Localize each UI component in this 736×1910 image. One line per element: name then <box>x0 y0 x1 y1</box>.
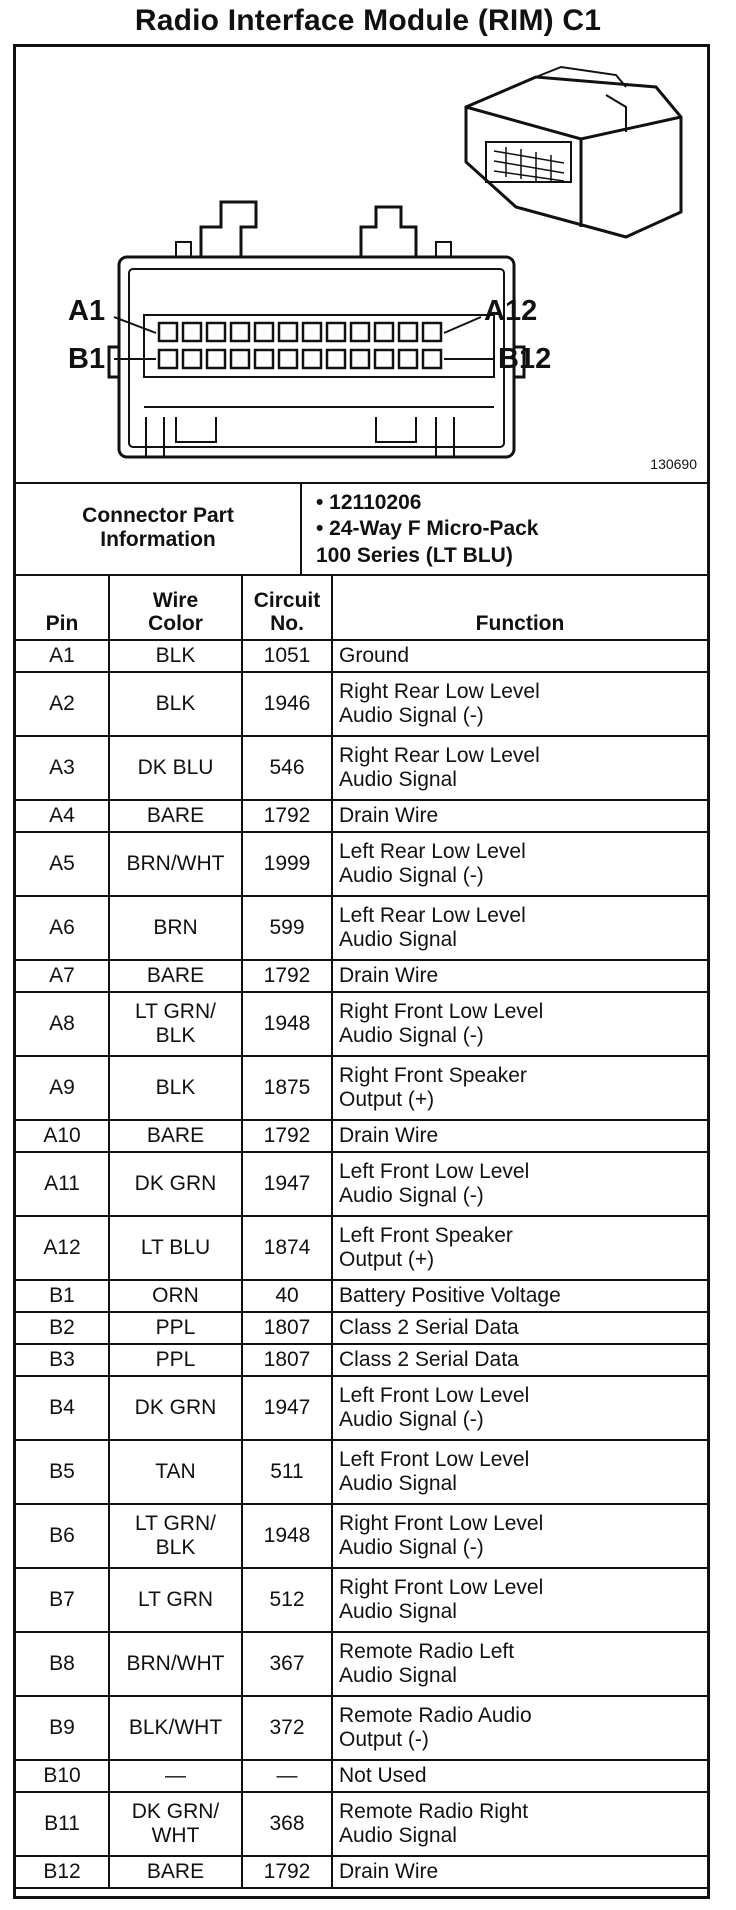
pin-cell: A12 <box>16 1216 109 1280</box>
wire-color-cell: TAN <box>109 1440 242 1504</box>
connector-diagram <box>16 47 707 484</box>
wire-color-cell: BARE <box>109 960 242 992</box>
connector-part-details <box>316 490 538 569</box>
connector-type: • 24-Way F Micro-Pack 100 Series (LT BLU) <box>316 517 539 567</box>
wire-color-cell: ORN <box>109 1280 242 1312</box>
circuit-cell: 512 <box>242 1568 332 1632</box>
table-row <box>16 896 707 960</box>
wire-color-cell: PPL <box>109 1312 242 1344</box>
header-wire-color: Wire Color <box>109 574 242 640</box>
connector-part-label: Connector Part Information <box>16 482 302 574</box>
pin-cell: B5 <box>16 1440 109 1504</box>
table-row <box>16 640 707 672</box>
connector-part-info <box>16 482 707 576</box>
pin-cell: B12 <box>16 1856 109 1888</box>
function-cell: Right Front Speaker Output (+) <box>332 1056 707 1120</box>
table-header-row <box>16 574 707 640</box>
page-title: Radio Interface Module (RIM) C1 <box>134 4 602 37</box>
figure-number: 130690 <box>650 456 697 472</box>
circuit-cell: 1874 <box>242 1216 332 1280</box>
table-row <box>16 1440 707 1504</box>
wire-color-cell: BRN <box>109 896 242 960</box>
function-cell: Battery Positive Voltage <box>332 1280 707 1312</box>
wire-color-cell: DK BLU <box>109 736 242 800</box>
table-row <box>16 1568 707 1632</box>
pin-cell: A4 <box>16 800 109 832</box>
function-cell: Drain Wire <box>332 800 707 832</box>
header-pin: Pin <box>16 574 109 640</box>
circuit-cell: 1947 <box>242 1376 332 1440</box>
label-b12: B12 <box>498 343 552 375</box>
table-row <box>16 1344 707 1376</box>
pin-cell: B8 <box>16 1632 109 1696</box>
function-cell: Right Front Low Level Audio Signal (-) <box>332 992 707 1056</box>
table-row <box>16 1056 707 1120</box>
circuit-cell: 1792 <box>242 1120 332 1152</box>
table-row <box>16 1504 707 1568</box>
table-row <box>16 1632 707 1696</box>
function-cell: Left Front Low Level Audio Signal (-) <box>332 1376 707 1440</box>
circuit-cell: 1051 <box>242 640 332 672</box>
circuit-cell: 1792 <box>242 800 332 832</box>
table-row <box>16 832 707 896</box>
header-circuit: Circuit No. <box>242 574 332 640</box>
pin-cell: B9 <box>16 1696 109 1760</box>
wire-color-cell: BLK <box>109 1056 242 1120</box>
header-function: Function <box>332 574 707 640</box>
function-cell: Drain Wire <box>332 1856 707 1888</box>
pin-cavities <box>159 323 441 368</box>
wire-color-cell: DK GRN <box>109 1152 242 1216</box>
function-cell: Remote Radio Right Audio Signal <box>332 1792 707 1856</box>
function-cell: Drain Wire <box>332 1120 707 1152</box>
label-b1: B1 <box>68 343 106 375</box>
pin-cell: B1 <box>16 1280 109 1312</box>
table-row <box>16 1856 707 1888</box>
pin-cell: A7 <box>16 960 109 992</box>
pin-cell: A2 <box>16 672 109 736</box>
wire-color-cell: DK GRN <box>109 1376 242 1440</box>
function-cell: Remote Radio Left Audio Signal <box>332 1632 707 1696</box>
table-row <box>16 960 707 992</box>
circuit-cell: 1875 <box>242 1056 332 1120</box>
pinout-table <box>16 574 707 1889</box>
wire-color-cell: PPL <box>109 1344 242 1376</box>
pin-cell: A6 <box>16 896 109 960</box>
label-a12: A12 <box>484 295 538 327</box>
pin-cell: B7 <box>16 1568 109 1632</box>
circuit-cell: 1948 <box>242 1504 332 1568</box>
circuit-cell: 367 <box>242 1632 332 1696</box>
function-cell: Left Front Low Level Audio Signal (-) <box>332 1152 707 1216</box>
table-row <box>16 1120 707 1152</box>
wire-color-cell: LT GRN/ BLK <box>109 992 242 1056</box>
table-row <box>16 1696 707 1760</box>
circuit-cell: 40 <box>242 1280 332 1312</box>
table-row <box>16 1760 707 1792</box>
pin-cell: A3 <box>16 736 109 800</box>
function-cell: Left Front Low Level Audio Signal <box>332 1440 707 1504</box>
function-cell: Drain Wire <box>332 960 707 992</box>
function-cell: Right Rear Low Level Audio Signal (-) <box>332 672 707 736</box>
pin-cell: A11 <box>16 1152 109 1216</box>
pin-cell: A5 <box>16 832 109 896</box>
function-cell: Right Rear Low Level Audio Signal <box>332 736 707 800</box>
function-cell: Left Rear Low Level Audio Signal (-) <box>332 832 707 896</box>
table-row <box>16 1312 707 1344</box>
circuit-cell: 599 <box>242 896 332 960</box>
label-a1: A1 <box>68 295 106 327</box>
table-row <box>16 1280 707 1312</box>
wire-color-cell: LT BLU <box>109 1216 242 1280</box>
table-row <box>16 992 707 1056</box>
wire-color-cell: LT GRN/ BLK <box>109 1504 242 1568</box>
connector-drawing <box>16 47 707 482</box>
wire-color-cell: BLK/WHT <box>109 1696 242 1760</box>
circuit-cell: 1947 <box>242 1152 332 1216</box>
circuit-cell: 1792 <box>242 1856 332 1888</box>
part-number: • 12110206 <box>316 491 422 514</box>
circuit-cell: 1999 <box>242 832 332 896</box>
function-cell: Class 2 Serial Data <box>332 1312 707 1344</box>
pin-cell: B3 <box>16 1344 109 1376</box>
connector-front-view <box>109 202 524 457</box>
function-cell: Not Used <box>332 1760 707 1792</box>
circuit-cell: 1807 <box>242 1344 332 1376</box>
function-cell: Left Rear Low Level Audio Signal <box>332 896 707 960</box>
circuit-cell: 1792 <box>242 960 332 992</box>
connector-frame <box>13 44 710 1899</box>
wire-color-cell: BLK <box>109 672 242 736</box>
function-cell: Class 2 Serial Data <box>332 1344 707 1376</box>
function-cell: Left Front Speaker Output (+) <box>332 1216 707 1280</box>
pin-cell: A1 <box>16 640 109 672</box>
wire-color-cell: DK GRN/ WHT <box>109 1792 242 1856</box>
circuit-cell: 546 <box>242 736 332 800</box>
table-row <box>16 800 707 832</box>
circuit-cell: 511 <box>242 1440 332 1504</box>
circuit-cell: 1807 <box>242 1312 332 1344</box>
wire-color-cell: BRN/WHT <box>109 832 242 896</box>
wire-color-cell: BARE <box>109 800 242 832</box>
wire-color-cell: BRN/WHT <box>109 1632 242 1696</box>
table-row <box>16 1152 707 1216</box>
pin-cell: B2 <box>16 1312 109 1344</box>
pin-cell: A9 <box>16 1056 109 1120</box>
wire-color-cell: BARE <box>109 1856 242 1888</box>
circuit-cell: 1946 <box>242 672 332 736</box>
table-row <box>16 1216 707 1280</box>
wire-color-cell: BLK <box>109 640 242 672</box>
table-row <box>16 1792 707 1856</box>
wire-color-cell: — <box>109 1760 242 1792</box>
function-cell: Remote Radio Audio Output (-) <box>332 1696 707 1760</box>
circuit-cell: 372 <box>242 1696 332 1760</box>
table-row <box>16 736 707 800</box>
circuit-cell: 368 <box>242 1792 332 1856</box>
function-cell: Ground <box>332 640 707 672</box>
pin-cell: B10 <box>16 1760 109 1792</box>
wire-color-cell: BARE <box>109 1120 242 1152</box>
circuit-cell: 1948 <box>242 992 332 1056</box>
function-cell: Right Front Low Level Audio Signal <box>332 1568 707 1632</box>
pin-cell: B11 <box>16 1792 109 1856</box>
pin-cell: A10 <box>16 1120 109 1152</box>
table-row <box>16 672 707 736</box>
function-cell: Right Front Low Level Audio Signal (-) <box>332 1504 707 1568</box>
circuit-cell: — <box>242 1760 332 1792</box>
table-row <box>16 1376 707 1440</box>
wire-color-cell: LT GRN <box>109 1568 242 1632</box>
pin-cell: B6 <box>16 1504 109 1568</box>
pin-cell: A8 <box>16 992 109 1056</box>
pin-cell: B4 <box>16 1376 109 1440</box>
